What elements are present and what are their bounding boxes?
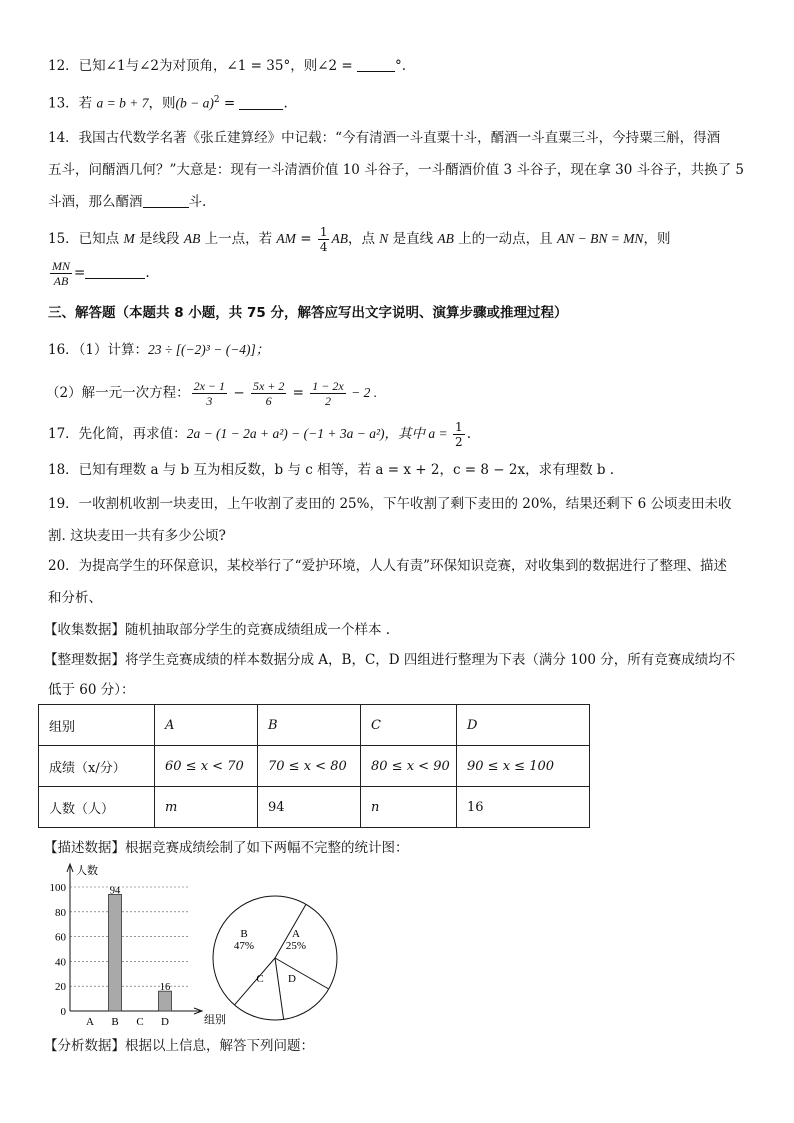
- pie-slice-label: D: [288, 973, 296, 985]
- pie-slice-label: C: [256, 973, 264, 985]
- question-18: 18．已知有理数 a 与 b 互为相反数，b 与 c 相等，若 a = x + 2，c = 8 − 2x，求有理数 b .: [48, 462, 615, 478]
- collect-data: 【收集数据】随机抽取部分学生的竞赛成绩组成一个样本 .: [44, 622, 391, 638]
- q13-condition: a = b + 7: [96, 95, 149, 111]
- y-tick-label: 80: [55, 906, 66, 919]
- table-cell: m: [155, 787, 258, 828]
- question-19-line-1: 19．一收割机收割一块麦田，上午收割了麦田的 25%，下午收割了剩下麦田的 20%，结果还剩下 6 公顷麦田未收: [48, 496, 732, 512]
- table-cell: 60 ≤ x < 70: [155, 746, 258, 787]
- bar: [159, 991, 172, 1011]
- table-cell: 组别: [39, 705, 155, 746]
- bar-chart: [30, 858, 230, 1033]
- y-tick-label: 60: [55, 931, 66, 944]
- x-tick-label: D: [161, 1016, 169, 1028]
- table-cell: 16: [457, 787, 590, 828]
- question-20-line-1: 20．为提高学生的环保意识，某校举行了“爱护环境，人人有责”环保知识竞赛，对收集到的数据进行了整理、描述: [48, 558, 727, 574]
- question-12: 12．已知∠1与∠2为对顶角，∠1 = 35°，则∠2 = °.: [48, 58, 407, 74]
- question-20-line-2: 和分析、: [48, 590, 102, 606]
- table-cell: n: [361, 787, 457, 828]
- y-axis-label: 人数: [76, 865, 98, 877]
- describe-data: 【描述数据】根据竞赛成绩绘制了如下两幅不完整的统计图：: [44, 840, 409, 856]
- pie-chart: [210, 893, 340, 1023]
- answer-blank: [85, 264, 145, 279]
- score-table-body: [39, 705, 590, 828]
- pie-slice-boundary: [275, 958, 284, 1019]
- pie-slice-boundary: [275, 958, 329, 989]
- x-tick-label: C: [136, 1016, 144, 1028]
- question-14-line-3: 斗酒，那么醑酒 斗.: [48, 194, 207, 210]
- y-tick-label: 20: [55, 981, 66, 994]
- table-cell: C: [361, 705, 457, 746]
- question-15: 15．已知点 M 是线段 AB 上一点，若 AM = $\frac{1}{4}$ AB，点 N 是直线 AB 上的一动点，且 AN − BN = MN，则: [48, 225, 671, 254]
- question-16-part-2: （2）解一元一次方程： $\frac{2x - 1}{3}$ − $\frac{5x + 2}{6}$ = $\frac{1 - 2x}{2}$ − 2 .: [46, 379, 378, 408]
- pie-slice-label: B: [240, 928, 248, 940]
- question-19-line-2: 割. 这块麦田一共有多少公顷?: [48, 528, 226, 544]
- x-tick-label: B: [111, 1016, 119, 1028]
- data-label: 94: [109, 885, 121, 897]
- pie-slice-label: A: [292, 928, 300, 940]
- data-label: 16: [159, 982, 171, 994]
- section-heading: 三、解答题（本题共 8 小题，共 75 分，解答应写出文字说明、演算步骤或推理过程）: [48, 305, 568, 321]
- question-14-line-2: 五斗，问醑酒几何？”大意是：现有一斗清酒价值 10 斗谷子，一斗醑酒价值 3 斗谷子，现在拿 30 斗谷子，共换了 5: [48, 162, 744, 178]
- analyze-data: 【分析数据】根据以上信息，解答下列问题：: [44, 1038, 314, 1054]
- question-16-part-1: 16．（1）计算：23 ÷ [(−2)³ − (−4)]；: [48, 342, 270, 358]
- pie-slice-boundary: [234, 958, 275, 1005]
- pie-slice-percent: 47%: [233, 940, 255, 952]
- pie-slice-percent: 25%: [285, 940, 307, 952]
- question-13: 13．若 a = b + 7，则$(b - a)^2$ = .: [48, 95, 288, 112]
- table-cell: 70 ≤ x < 80: [258, 746, 361, 787]
- table-cell: 成绩（x/分）: [39, 746, 155, 787]
- table-row: [39, 787, 590, 828]
- table-cell: D: [457, 705, 590, 746]
- y-tick-label: 40: [55, 956, 66, 969]
- question-15-answer: $\frac{MN}{AB}$ = .: [52, 259, 150, 288]
- question-14-line-1: 14．我国古代数学名著《张丘建算经》中记载：“今有清酒一斗直粟十斗，醑酒一斗直粟三斗，今持粟三斛，得酒: [48, 130, 721, 146]
- table-cell: 90 ≤ x ≤ 100: [457, 746, 590, 787]
- bar: [109, 894, 122, 1011]
- fraction-mn-ab: $\frac{MN}{AB}$: [52, 259, 70, 288]
- q12-text: 12．已知∠1与∠2为对顶角，∠1 = 35°，则∠2 =: [48, 58, 357, 74]
- table-row: [39, 746, 590, 787]
- fraction-one-quarter: $\frac{1}{4}$: [319, 225, 328, 254]
- table-cell: A: [155, 705, 258, 746]
- answer-blank: [357, 57, 395, 72]
- organize-data-line-2: 低于 60 分）：: [48, 682, 135, 698]
- table-cell: 人数（人）: [39, 787, 155, 828]
- table-cell: B: [258, 705, 361, 746]
- table-row: [39, 705, 590, 746]
- table-cell: 80 ≤ x < 90: [361, 746, 457, 787]
- y-tick-label: 100: [49, 882, 66, 894]
- x-tick-label: A: [86, 1016, 94, 1028]
- y-tick-label: 0: [60, 1006, 66, 1018]
- question-17: 17．先化简，再求值：2a − (1 − 2a + a²) − (−1 + 3a − a²)，其中 a = $\frac{1}{2}$ .: [48, 420, 471, 449]
- score-table: [38, 704, 590, 828]
- organize-data-line-1: 【整理数据】将学生竞赛成绩的样本数据分成 A，B，C，D 四组进行整理为下表（满分 100 分，所有竞赛成绩均不: [44, 652, 736, 668]
- x-axis-label: 组别: [204, 1014, 226, 1026]
- answer-blank: [239, 95, 283, 110]
- answer-blank: [143, 193, 189, 208]
- table-cell: 94: [258, 787, 361, 828]
